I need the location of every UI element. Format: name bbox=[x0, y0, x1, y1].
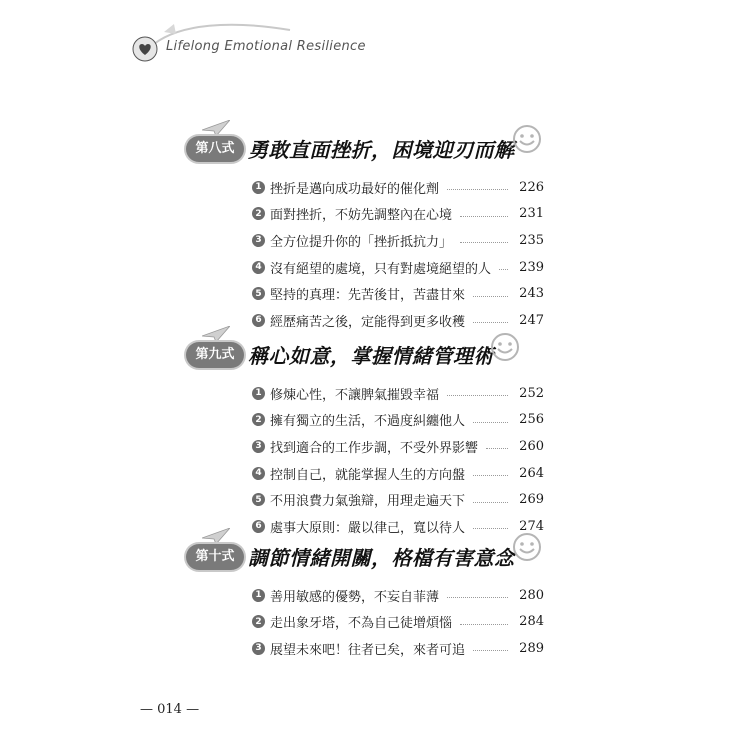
dot-leader bbox=[460, 215, 508, 217]
toc-item[interactable] bbox=[252, 609, 544, 636]
toc-list bbox=[252, 582, 544, 662]
dot-leader bbox=[473, 421, 508, 423]
item-number-badge: 1 bbox=[252, 181, 265, 194]
dot-leader bbox=[447, 596, 508, 598]
toc-list bbox=[252, 174, 544, 334]
toc-page-number: 289 bbox=[519, 640, 544, 656]
item-number-badge: 1 bbox=[252, 589, 265, 602]
toc-page-number: 284 bbox=[519, 614, 544, 630]
dot-leader bbox=[447, 394, 508, 396]
toc-item-title: 面對挫折，不妨先調整內在心境 bbox=[270, 208, 453, 224]
chapter-title: 勇敢直面挫折，困境迎刃而解 bbox=[248, 138, 515, 162]
item-number-badge: 4 bbox=[252, 261, 265, 274]
toc-item[interactable] bbox=[252, 433, 544, 460]
toc-page-number: 235 bbox=[519, 232, 544, 248]
toc-page-number: 226 bbox=[519, 179, 544, 195]
item-number-badge: 6 bbox=[252, 314, 265, 327]
item-number-badge: 1 bbox=[252, 387, 265, 400]
paper-plane-icon bbox=[202, 326, 230, 342]
chapter-badge-label: 第九式 bbox=[195, 347, 235, 362]
running-header bbox=[132, 22, 452, 72]
toc-item[interactable] bbox=[252, 635, 544, 662]
toc-item-title: 沒有絕望的處境，只有對處境絕望的人 bbox=[270, 261, 492, 277]
chapter-title: 調節情緒開關，格檔有害意念 bbox=[248, 546, 515, 570]
item-number-badge: 4 bbox=[252, 467, 265, 480]
toc-page-number: 280 bbox=[519, 587, 544, 603]
toc-item-title: 挫折是邁向成功最好的催化劑 bbox=[270, 181, 440, 197]
toc-item-title: 善用敏感的優勢，不妄自菲薄 bbox=[270, 589, 440, 605]
toc-item[interactable] bbox=[252, 460, 544, 487]
chapter-title: 稱心如意，掌握情緒管理術 bbox=[248, 344, 494, 368]
toc-item-title: 全方位提升你的「挫折抵抗力」 bbox=[270, 234, 453, 250]
toc-page-number: 231 bbox=[519, 206, 544, 222]
chapter-section-8 bbox=[186, 128, 556, 330]
toc-list bbox=[252, 380, 544, 540]
dot-leader bbox=[460, 623, 508, 625]
toc-item-title: 找到適合的工作步調，不受外界影響 bbox=[270, 440, 479, 456]
toc-item-title: 走出象牙塔，不為自己徒增煩惱 bbox=[270, 616, 453, 632]
item-number-badge: 3 bbox=[252, 642, 265, 655]
toc-item[interactable] bbox=[252, 486, 544, 513]
dot-leader bbox=[486, 447, 508, 449]
chapter-section-9 bbox=[186, 334, 556, 536]
page-footer-number: — 014 — bbox=[140, 702, 200, 717]
toc-page-number: 256 bbox=[519, 412, 544, 428]
toc-page-number: 269 bbox=[519, 492, 544, 508]
chapter-heading bbox=[186, 128, 556, 170]
item-number-badge: 5 bbox=[252, 493, 265, 506]
item-number-badge: 5 bbox=[252, 287, 265, 300]
toc-page-number: 243 bbox=[519, 286, 544, 302]
toc-item-title: 展望未來吧！往者已矣，來者可追 bbox=[270, 642, 466, 658]
dot-leader bbox=[473, 649, 508, 651]
dot-leader bbox=[499, 268, 508, 270]
heart-globe-logo-icon bbox=[132, 36, 158, 62]
toc-page-number: 239 bbox=[519, 259, 544, 275]
toc-item-title: 修煉心性，不讓脾氣摧毀幸福 bbox=[270, 387, 440, 403]
chapter-section-10 bbox=[186, 536, 556, 658]
dot-leader bbox=[473, 501, 508, 503]
smiley-face-icon bbox=[490, 332, 520, 362]
toc-page-number: 247 bbox=[519, 312, 544, 328]
smiley-face-icon bbox=[512, 532, 542, 562]
toc-item[interactable] bbox=[252, 174, 544, 201]
dot-leader bbox=[447, 188, 508, 190]
toc-item-title: 控制自己，就能掌握人生的方向盤 bbox=[270, 467, 466, 483]
item-number-badge: 2 bbox=[252, 413, 265, 426]
header-title: Lifelong Emotional Resilience bbox=[166, 39, 366, 54]
chapter-badge bbox=[186, 544, 244, 570]
toc-page-number: 252 bbox=[519, 385, 544, 401]
chapter-badge-label: 第十式 bbox=[195, 549, 235, 564]
dot-leader bbox=[460, 241, 508, 243]
item-number-badge: 3 bbox=[252, 234, 265, 247]
toc-item[interactable] bbox=[252, 582, 544, 609]
toc-item[interactable] bbox=[252, 380, 544, 407]
toc-item[interactable] bbox=[252, 280, 544, 307]
toc-item[interactable] bbox=[252, 407, 544, 434]
toc-item-title: 堅持的真理：先苦後甘，苦盡甘來 bbox=[270, 288, 466, 304]
toc-item[interactable] bbox=[252, 227, 544, 254]
chapter-badge bbox=[186, 136, 244, 162]
smiley-face-icon bbox=[512, 124, 542, 154]
toc-item-title: 處事大原則：嚴以律己，寬以待人 bbox=[270, 520, 466, 536]
dot-leader bbox=[473, 295, 508, 297]
toc-item-title: 不用浪費力氣強辯，用理走遍天下 bbox=[270, 494, 466, 510]
toc-page-number: 260 bbox=[519, 438, 544, 454]
chapter-badge-label: 第八式 bbox=[195, 141, 235, 156]
item-number-badge: 6 bbox=[252, 520, 265, 533]
item-number-badge: 3 bbox=[252, 440, 265, 453]
toc-page-number: 274 bbox=[519, 518, 544, 534]
chapter-badge bbox=[186, 342, 244, 368]
toc-item[interactable] bbox=[252, 254, 544, 281]
paper-plane-icon bbox=[202, 528, 230, 544]
dot-leader bbox=[473, 321, 508, 323]
dot-leader bbox=[473, 527, 508, 529]
paper-plane-icon bbox=[202, 120, 230, 136]
toc-item-title: 經歷痛苦之後，定能得到更多收穫 bbox=[270, 314, 466, 330]
toc-item[interactable] bbox=[252, 201, 544, 228]
item-number-badge: 2 bbox=[252, 207, 265, 220]
chapter-heading bbox=[186, 334, 556, 376]
chapter-heading bbox=[186, 536, 556, 578]
item-number-badge: 2 bbox=[252, 615, 265, 628]
toc-item-title: 擁有獨立的生活，不過度糾纏他人 bbox=[270, 414, 466, 430]
toc-page-number: 264 bbox=[519, 465, 544, 481]
toc-item[interactable] bbox=[252, 307, 544, 334]
dot-leader bbox=[473, 474, 508, 476]
